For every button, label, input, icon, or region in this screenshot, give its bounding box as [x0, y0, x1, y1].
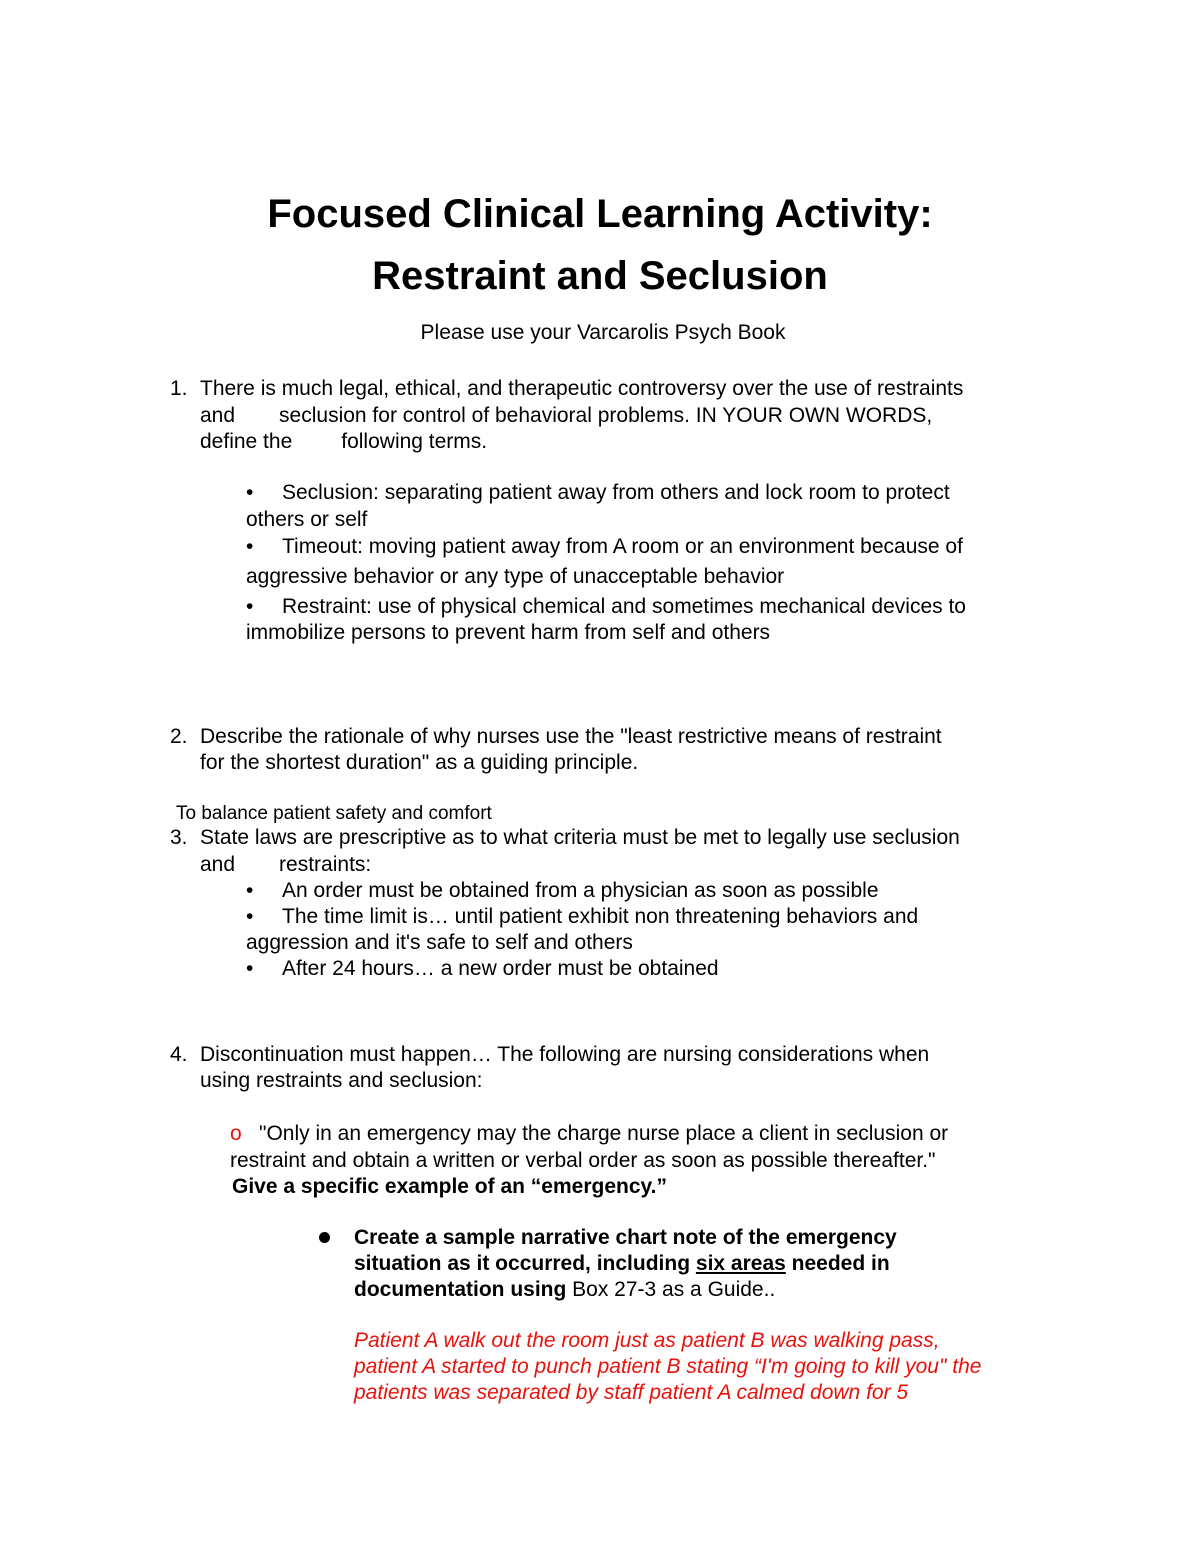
q1-line-1: 1. There is much legal, ethical, and therapeutic controversy over the use of restraints	[170, 377, 964, 400]
filled-bullet-icon	[319, 1232, 330, 1243]
bullet-icon: •	[246, 481, 254, 504]
q4-answer-line-1: Patient A walk out the room just as patient B was walking pass,	[354, 1329, 940, 1352]
q2-number: 2.	[170, 725, 188, 748]
bullet-icon: •	[246, 535, 254, 558]
q1-bullet-timeout: • Timeout: moving patient away from A room or an environment because of	[246, 535, 963, 558]
q4-chart-prompt-line-1: Create a sample narrative chart note of the emergency	[354, 1226, 897, 1249]
q4-emergency-prompt: Give a specific example of an “emergency.”	[232, 1175, 667, 1198]
q1-bullet-seclusion: • Seclusion: separating patient away from others and lock room to protect	[246, 481, 950, 504]
q1-bullet-restraint-cont: immobilize persons to prevent harm from self and others	[246, 621, 771, 644]
q2-answer: To balance patient safety and comfort	[176, 803, 492, 824]
q1-number: 1.	[170, 377, 188, 400]
q3-bullet-order: • An order must be obtained from a physician as soon as possible	[246, 879, 879, 902]
q3-bullet-time-limit-cont: aggression and it's safe to self and others	[246, 931, 633, 954]
q3-bullet-time-limit: • The time limit is… until patient exhibit non threatening behaviors and	[246, 905, 919, 928]
title-line-2: Restraint and Seclusion	[372, 254, 828, 298]
q4-line-2: using restraints and seclusion:	[200, 1069, 483, 1092]
q4-line-1: 4. Discontinuation must happen… The following are nursing considerations when	[170, 1043, 930, 1066]
title-line-1: Focused Clinical Learning Activity:	[267, 192, 933, 236]
subtitle: Please use your Varcarolis Psych Book	[420, 321, 786, 344]
six-areas-emphasis: six areas	[695, 1252, 786, 1275]
bullet-icon: •	[246, 957, 254, 980]
circle-bullet-icon: o	[230, 1122, 242, 1145]
q3-line-2: and restraints:	[200, 853, 372, 876]
q4-chart-prompt-line-2: situation as it occurred, including six areas needed in	[354, 1252, 890, 1275]
q4-answer-line-2: patient A started to punch patient B stating “I'm going to kill you" the	[354, 1355, 982, 1378]
q2-line-1: 2. Describe the rationale of why nurses use the "least restrictive means of restraint	[170, 725, 942, 748]
q4-quote-line-2: restraint and obtain a written or verbal order as soon as possible thereafter."	[230, 1149, 936, 1172]
bullet-icon: •	[246, 905, 254, 928]
q4-answer-line-3: patients was separated by staff patient A calmed down for 5	[354, 1381, 909, 1404]
q1-line-3: define the following terms.	[200, 430, 488, 453]
q1-line-2: and seclusion for control of behavioral problems. IN YOUR OWN WORDS,	[200, 404, 933, 427]
q3-number: 3.	[170, 826, 188, 849]
q1-bullet-seclusion-cont: others or self	[246, 508, 368, 531]
q4-number: 4.	[170, 1043, 188, 1066]
q3-bullet-24-hours: • After 24 hours… a new order must be obtained	[246, 957, 719, 980]
q1-bullet-timeout-cont: aggressive behavior or any type of unacceptable behavior	[246, 565, 785, 588]
q2-line-2: for the shortest duration" as a guiding principle.	[200, 751, 639, 774]
q4-chart-prompt-line-3: documentation using Box 27-3 as a Guide..	[354, 1278, 776, 1301]
bullet-icon: •	[246, 879, 254, 902]
q4-quote-line-1: o "Only in an emergency may the charge nurse place a client in seclusion or	[230, 1122, 949, 1145]
q1-bullet-restraint: • Restraint: use of physical chemical and sometimes mechanical devices to	[246, 595, 966, 618]
bullet-icon: •	[246, 595, 254, 618]
q3-line-1: 3. State laws are prescriptive as to what criteria must be met to legally use seclusion	[170, 826, 960, 849]
